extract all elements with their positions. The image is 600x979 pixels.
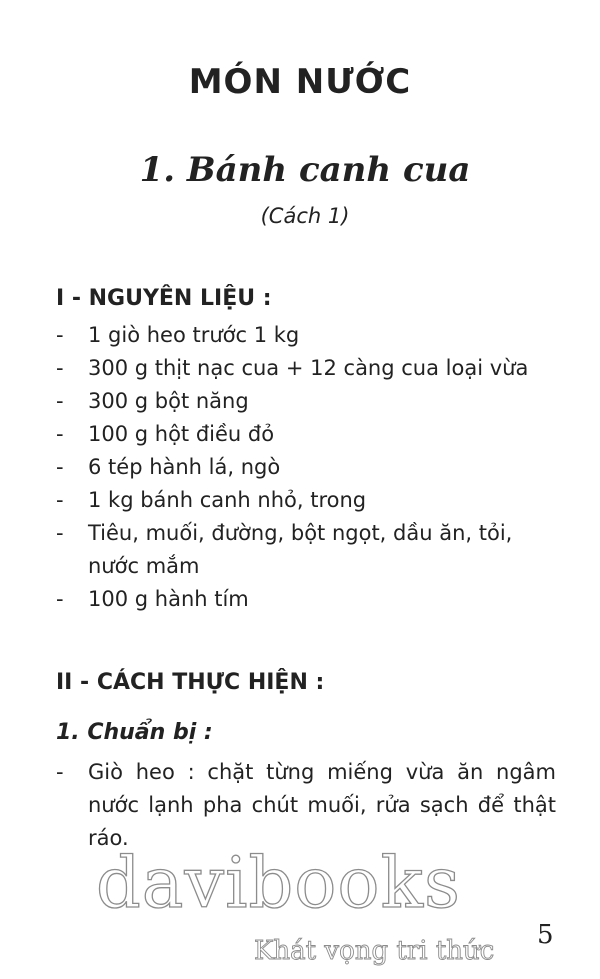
- list-item: [56, 385, 556, 418]
- preparation-heading: 1. Chuẩn bị :: [56, 720, 213, 745]
- list-item: [56, 418, 556, 451]
- list-item-text: 300 g bột năng: [88, 389, 249, 413]
- list-item-text: 100 g hột điều đỏ: [88, 422, 275, 446]
- list-item: [56, 484, 556, 517]
- page-title: MÓN NƯỚC: [188, 62, 412, 102]
- list-item: [56, 451, 556, 484]
- list-item-text: 6 tép hành lá, ngò: [88, 455, 281, 479]
- recipe-title: 1. Bánh canh cua: [139, 150, 471, 190]
- method-list: [56, 756, 556, 855]
- bullet-dash: -: [56, 422, 64, 446]
- list-item-text: Tiêu, muối, đường, bột ngọt, dầu ăn, tỏi, nước mắm: [88, 521, 513, 578]
- recipe-variant: (Cách 1): [260, 204, 350, 228]
- list-item: [56, 352, 556, 385]
- bullet-dash: -: [56, 323, 64, 347]
- watermark-logo: davibooks: [96, 842, 461, 924]
- list-item-text: 300 g thịt nạc cua + 12 càng cua loại vừa: [88, 356, 529, 380]
- bullet-dash: -: [56, 521, 64, 545]
- list-item-text: 1 kg bánh canh nhỏ, trong: [88, 488, 367, 512]
- list-item: [56, 756, 556, 855]
- list-item-text: 100 g hành tím: [88, 587, 249, 611]
- ingredients-heading: I - NGUYÊN LIỆU :: [56, 286, 272, 311]
- ingredients-list: [56, 319, 556, 616]
- watermark-slogan: Khát vọng tri thức: [254, 936, 495, 966]
- list-item: [56, 517, 556, 583]
- list-item-text: 1 giò heo trước 1 kg: [88, 323, 300, 347]
- list-item: [56, 319, 556, 352]
- list-item-text: Giò heo : chặt từng miếng vừa ăn ngâm nước lạnh pha chút muối, rửa sạch để thật ráo.: [88, 760, 556, 850]
- list-item: [56, 583, 556, 616]
- bullet-dash: -: [56, 587, 64, 611]
- bullet-dash: -: [56, 488, 64, 512]
- bullet-dash: -: [56, 356, 64, 380]
- bullet-dash: -: [56, 455, 64, 479]
- method-heading: II - CÁCH THỰC HIỆN :: [56, 670, 325, 695]
- bullet-dash: -: [56, 760, 64, 784]
- page-number: 5: [537, 920, 554, 950]
- bullet-dash: -: [56, 389, 64, 413]
